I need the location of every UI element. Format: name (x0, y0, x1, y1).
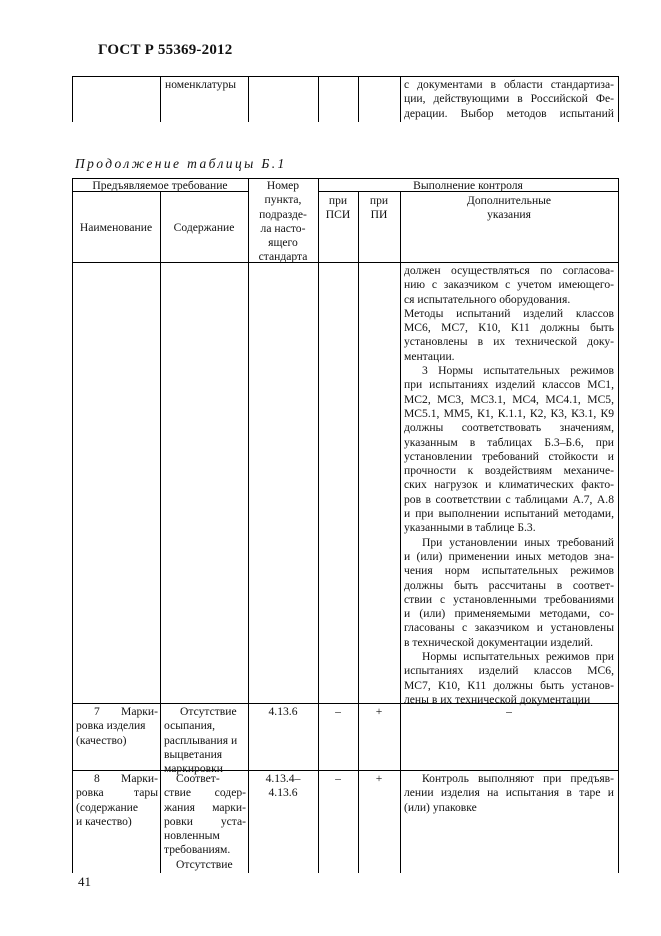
notes-line: гласованы с заказчиком и установлены (404, 621, 614, 635)
header-content: Содержание (173, 221, 235, 234)
notes-line: ствии с установленными требованиями (404, 592, 614, 606)
header-notes-line: указания (487, 208, 531, 222)
row7-content-line: Отсутствие (180, 705, 237, 718)
header-clause-line: ящего (268, 236, 298, 250)
header-clause-line: Номер (266, 179, 300, 192)
notes-paragraph (404, 536, 614, 650)
notes-line: должны быть рассчитаны в соответ- (404, 578, 614, 592)
row7-pi: + (375, 705, 383, 718)
header-notes-line: Дополнительные (466, 194, 552, 207)
header-clause-line: подразде- (259, 207, 307, 221)
row8-content-line: ствие содер- (164, 786, 246, 800)
top-fragment-line: ции, действующими в Российской Фе- (404, 92, 614, 106)
notes-line: ров в соответствии с таблицами А.7, А.8 (404, 492, 614, 506)
notes-line: МС5.1, ММ5, К1, К.1.1, К2, К3, К3.1, К9 (404, 406, 614, 420)
notes-line: и при выполнении испытаний методами, (404, 507, 614, 521)
row8-name-line: ровка тары (76, 786, 158, 800)
notes-line: при испытаниях изделий классов МС1, (404, 378, 614, 392)
row7-name-line: 7 Марки- (94, 705, 158, 718)
document-id: ГОСТ Р 55369-2012 (98, 42, 233, 58)
row7-content-line: маркировки (164, 762, 223, 776)
header-psi-line: ПСИ (325, 208, 351, 222)
notes-line: установлении требований стойкости и (404, 449, 614, 463)
notes-line: должен осуществляться по согласова- (404, 264, 614, 277)
notes-line: и (или) применяемыми методами, со- (404, 607, 614, 621)
row7-name-line: (качество) (76, 733, 127, 747)
row8-content-line: ровки уста- (164, 814, 246, 828)
row7-notes: – (506, 705, 512, 718)
header-pi (358, 194, 400, 223)
notes-line: При установлении иных требований (422, 535, 614, 549)
notes-line: прочности к воздействиям механиче- (404, 464, 614, 478)
row8-notes-line: Контроль выполняют при предъяв- (422, 772, 614, 785)
notes-line: указанными в таблице Б.3. (404, 521, 536, 535)
notes-line: испытаниях изделий классов МС6, (404, 664, 614, 678)
notes-line: ментации. (404, 349, 455, 363)
header-pi-line: ПИ (370, 208, 388, 222)
row8-pi: + (375, 772, 383, 785)
page-number: 41 (78, 874, 91, 889)
notes-line: ских нагрузок и климатических факто- (404, 478, 614, 492)
row8-notes (404, 772, 614, 815)
row8-clause-line: 4.13.6 (268, 786, 298, 800)
notes-line: МС7, К10, К11 должны быть установ- (404, 678, 614, 692)
header-name: Наименование (79, 221, 153, 234)
notes-line: установлены в их технической доку- (404, 335, 614, 349)
header-control-group: Выполнение контроля (413, 179, 523, 192)
row7-content-line: осыпания, (164, 719, 216, 733)
row8-clause-line: 4.13.4– (265, 772, 301, 785)
notes-line: Методы испытаний изделий классов (404, 306, 614, 320)
row8-notes-line: лении изделия на испытания в таре и (404, 786, 614, 800)
header-requirement-group: Предъявляемое требование (92, 179, 228, 192)
header-clause-line: ла насто- (260, 221, 306, 235)
header-clause-line: пункта, (264, 193, 302, 207)
row8-content-line: требованиям. (164, 843, 231, 857)
notes-line: МС2, МС3, МС3.1, МС4, МС4.1, МС5, (404, 392, 614, 406)
notes-paragraph (404, 364, 614, 536)
row7-content (164, 705, 246, 776)
notes-line: ся испытательного оборудования. (404, 292, 571, 306)
notes-line: 3 Нормы испытательных режимов (422, 364, 614, 378)
row7-content-line: выцветания (164, 747, 223, 761)
row7-clause: 4.13.6 (268, 705, 298, 718)
header-psi-line: при (328, 194, 348, 207)
header-clause-number (248, 179, 318, 265)
notes-line: в технической документации изделий. (404, 635, 594, 649)
notes-paragraph (404, 307, 614, 364)
row8-content-line: Соответ- (176, 772, 220, 785)
header-notes (400, 194, 618, 223)
row8-content-line: Отсутствие (176, 857, 233, 871)
top-fragment-nomenclature: номенклатуры (165, 78, 237, 91)
row8-content (164, 772, 246, 872)
top-fragment-notes (404, 78, 614, 121)
top-fragment-line: дерации. Выбор методов испытаний (404, 106, 614, 120)
notes-line: МС6, МС7, К10, К11 должны быть (404, 321, 614, 335)
notes-line: должны соответствовать значениям, (404, 421, 614, 435)
notes-line: нию с заказчиком с учетом имеющего- (404, 278, 614, 292)
row8-notes-line: (или) упаковке (404, 800, 477, 814)
header-clause-line: стандарта (258, 250, 308, 264)
row8-clause (248, 772, 318, 801)
top-fragment-line: с документами в области стандартиза- (404, 78, 614, 91)
notes-line: лены в их технической документации (404, 692, 591, 706)
row7-content-line: расплывания и (164, 733, 238, 747)
notes-paragraph (404, 650, 614, 707)
notes-line: чения норм испытательных режимов (404, 564, 614, 578)
row7-psi: – (335, 705, 341, 718)
row8-name-line: (содержание (76, 800, 139, 814)
notes-line: Нормы испытательных режимов при (422, 650, 614, 664)
continued-notes-cell (404, 264, 614, 707)
row8-content-line: жания марки- (164, 800, 246, 814)
row7-name (76, 705, 158, 748)
notes-line: указанным в таблицах Б.3–Б.6, при (404, 435, 614, 449)
row7-name-line: ровка изделия (76, 719, 146, 733)
row8-name-line: и качество) (76, 814, 132, 828)
row8-psi: – (335, 772, 341, 785)
row8-name-line: 8 Марки- (94, 772, 158, 785)
header-psi (318, 194, 358, 223)
header-pi-line: при (369, 194, 389, 207)
row8-content-line: новленным (164, 829, 220, 843)
table-caption: Продолжение таблицы Б.1 (75, 156, 287, 171)
notes-paragraph (404, 264, 614, 307)
row8-name (76, 772, 158, 829)
notes-line: и (или) применении иных методов зна- (404, 549, 614, 563)
